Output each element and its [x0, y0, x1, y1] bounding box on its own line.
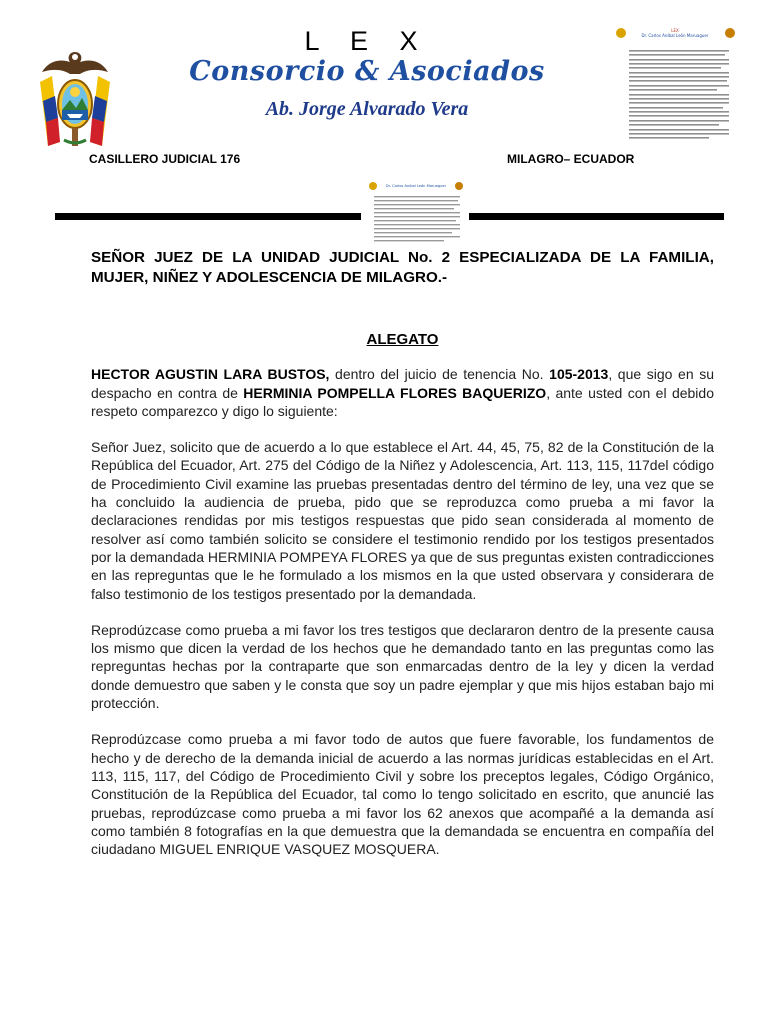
header-rule-left [55, 213, 361, 220]
thumbnail-center-header: Dr. Carlos Aníbal León Maruaguer [385, 184, 447, 188]
paragraph-intro [91, 365, 714, 420]
document-title: ALEGATO [366, 331, 439, 348]
paragraph-witnesses: Reprodúzcase como prueba a mi favor los tres testigos que declararon dentro de la presente causa los mismo que dicen la verdad de los hechos que he demandado tanto en las preguntas como las repreguntas hechas por la contraparte que son enmarcadas dentro de la ley y dicen la verdad donde demuestro que saben y le consta que soy un padre ejemplar y que mis hijos estaban bajo mi protección. [91, 621, 714, 712]
plaintiff-name: HECTOR AGUSTIN LARA BUSTOS, [91, 366, 330, 383]
location-label: MILAGRO– ECUADOR [507, 152, 635, 166]
casillero-judicial: CASILLERO JUDICIAL 176 [89, 152, 241, 166]
document-thumbnail-top [613, 26, 738, 140]
thumbnail-header: Dr. Carlos Aníbal León Maruaguer [641, 33, 709, 38]
letterhead-mark: L E X [304, 26, 430, 56]
intro-text-3: , ante usted con el debido respeto comparezco y digo lo siguiente: [91, 384, 714, 419]
document-body [91, 248, 714, 876]
firm-name: Consorcio & Asociados [189, 56, 545, 87]
lawyer-name: Ab. Jorge Alvarado Vera [265, 98, 469, 120]
svg-text:LEX: LEX [671, 28, 679, 33]
defendant-name: HERMINIA POMPELLA FLORES BAQUERIZO [243, 384, 547, 401]
paragraph-evidence: Reprodúzcase como prueba a mi favor todo de autos que fuere favorable, los fundamentos de hecho y de derecho de la demanda inicial de acuerdo a las normas jurídicas establecidas en el Art. 113, 115, 117, del Código de Procedimiento Civil y sobre los preceptos legales, Código Orgánico, Constitución de la República del Ecuador, tal como lo tengo solicitado en escrito, que anuncié las pruebas, reprodúzcase como prueba a mi favor los 62 anexos que acompañé a la demanda así como también 8 fotografías en la que demuestra que la demandada se encuentra en compañía del ciudadano MIGUEL ENRIQUE VASQUEZ MOSQUERA. [91, 731, 714, 858]
intro-text-1: dentro del juicio de tenencia No. [329, 366, 550, 383]
case-number: 105-2013 [549, 366, 609, 383]
paragraph-request: Señor Juez, solicito que de acuerdo a lo que establece el Art. 44, 45, 75, 82 de la Constitución de la República del Ecuador, Art. 275 del Código de la Niñez y Adolescencia, Art. 113, 115, 117del código de Procedimiento Civil examine las pruebas presentadas dentro del término de ley, una vez que se ha concluido la audiencia de prueba, pido que se reproduzca como prueba a mi favor la declaraciones rendidas por mis testigos respuestas que pido sean considerada al momento de resolver así como también solicito se considere el testimonio rendido por los testigos presentados por la demandada HERMINIA POMPEYA FLORES ya que de sus preguntas existen contradicciones en las repreguntas que le he formulado a los mismos en la que usted observara y considerara de falso testimonio de los testigos presentado por la demandada. [91, 439, 714, 602]
document-thumbnail-center [364, 180, 468, 248]
intro-text-2: , que sigo en su despacho en contra de [91, 366, 714, 401]
court-addressee-heading: SEÑOR JUEZ DE LA UNIDAD JUDICIAL No. 2 ESPECIALIZADA DE LA FAMILIA, MUJER, NIÑEZ Y ADOLESCENCIA DE MILAGRO.- [91, 249, 714, 286]
header-rule-right [469, 213, 724, 220]
